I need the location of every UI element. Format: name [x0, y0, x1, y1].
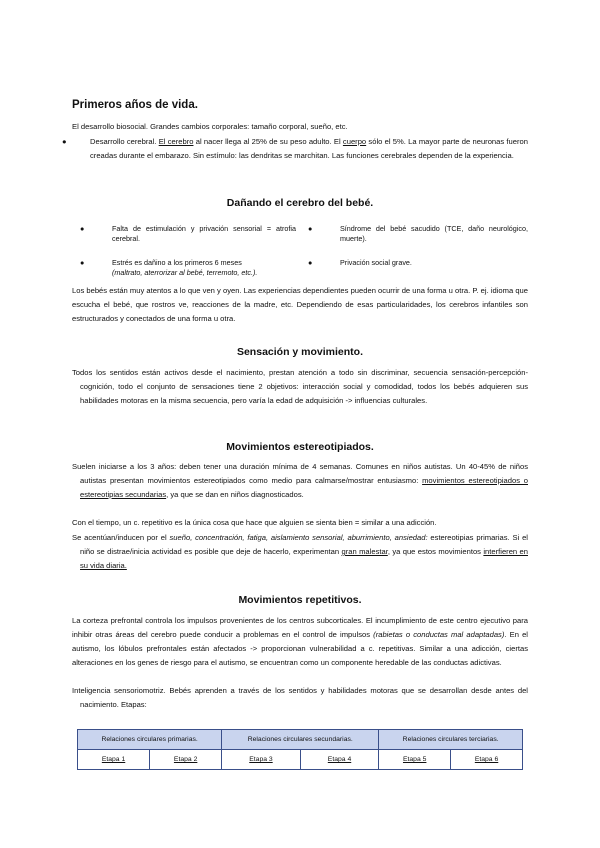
- stages-header-row: [78, 730, 523, 750]
- etapa-4: Etapa 4: [300, 750, 379, 770]
- stereotyped-paragraph-2: Con el tiempo, un c. repetitivo es la única cosa que hace que alguien se sienta bien = similar a una adicción.: [72, 518, 437, 527]
- stereotyped-paragraph-1: Suelen iniciarse a los 3 años: deben tener una duración mínima de 4 semanas. Comunes en niños autistas. Un 40-45% de niños autistas presentan movimientos estereotipiados como medio para calmarse/mostrar entusiasmo: movimientos estereotipiados o estereotipias secundarias, ya que se dan en niños diagnosticados.: [72, 462, 528, 499]
- etapa-3: Etapa 3: [222, 750, 301, 770]
- header-primary: Relaciones circulares primarias.: [78, 730, 222, 750]
- bullet-icon: ●: [80, 224, 85, 233]
- damage-item-right-2: ● Privación social grave.: [308, 258, 412, 267]
- etapa-1: Etapa 1: [78, 750, 150, 770]
- damage-item-right-1: ● Síndrome del bebé sacudido (TCE, daño neurológico, muerte).: [308, 224, 528, 243]
- damage-item-left-1: ● Falta de estimulación y privación sensorial = atrofia cerebral.: [80, 224, 296, 243]
- section-title-repetitivos: Movimientos repetitivos.: [238, 594, 362, 606]
- brain-development-bullet: ● Desarrollo cerebral. El cerebro al nacer llega al 25% de su peso adulto. El cuerpo sólo el 5%. La mayor parte de neuronas fueron creadas durante el embarazo. Sin estímulo: las dendritas se marchitan. Las funciones cerebrales dependen de la experiencia.: [62, 137, 528, 160]
- bullet-icon: ●: [80, 258, 85, 267]
- etapa-6: Etapa 6: [451, 750, 523, 770]
- etapa-2: Etapa 2: [150, 750, 222, 770]
- bullet-icon: ●: [62, 137, 67, 146]
- damage-item-left-2: ● Estrés es dañino a los primeros 6 meses (maltrato, aterrorizar al bebé, terremoto, etc.).: [80, 258, 258, 277]
- section-title-primeros-anos: Primeros años de vida.: [72, 99, 198, 111]
- section-title-sensacion: Sensación y movimiento.: [236, 346, 364, 358]
- section-title-estereotipiados: Movimientos estereotipiados.: [226, 441, 374, 453]
- stages-etapas-row: [78, 750, 523, 770]
- intro-paragraph: El desarrollo biosocial. Grandes cambios corporales: tamaño corporal, sueño, etc.: [72, 122, 348, 131]
- experiences-paragraph: Los bebés están muy atentos a lo que ven y oyen. Las experiencias dependientes pueden ocurrir de una forma u otra. P. ej. idioma que escucha el bebé, que rostros ve, reacciones de la madre, etc. Dependiendo de esas particularidades, los cerebros infantiles son estructurados y conectados de una forma u otra.: [72, 286, 528, 323]
- header-secondary: Relaciones circulares secundarias.: [222, 730, 379, 750]
- repetitive-paragraph-1: La corteza prefrontal controla los impulsos provenientes de los centros subcorticales. El incumplimiento de este centro ejecutivo para inhibir otras áreas del cerebro puede conducir a problemas en el control de impulsos (rabietas o conductas mal adaptadas). En el autismo, los lóbulos prefrontales están afectados -> proporcionan vulnerabilidad a c. repetitivas. Similar a una adicción, ciertas alteraciones en los genes de riesgo para el autismo, se encuentran como un componente heredable de las conductas adictivas.: [72, 616, 528, 667]
- stereotyped-paragraph-3: Se acentúan/inducen por el sueño, concentración, fatiga, aislamiento sensorial, aburrimiento, ansiedad: estereotipias primarias. Si el niño se distrae/inicia actividad es posible que deje de hacerlo, experimentan gran malestar, ya que estos movimientos interfieren en su vida diaria.: [72, 533, 528, 570]
- sensation-paragraph: Todos los sentidos están activos desde el nacimiento, prestan atención a todo sin discriminar, secuencia sensación-percepción-cognición, todo el conjunto de sensaciones tiene 2 objetivos: interacción social y comodidad, todos los bebés adquieren sus habilidades motoras en la misma secuencia, pero varía la edad de adquisición -> influencias culturales.: [72, 368, 528, 405]
- repetitive-paragraph-2: Inteligencia sensoriomotriz. Bebés aprenden a través de los sentidos y habilidades motoras que se desarrollan desde antes del nacimiento. Etapas:: [72, 686, 528, 709]
- stages-table: [77, 729, 523, 770]
- section-title-danando: Dañando el cerebro del bebé.: [226, 197, 374, 209]
- header-tertiary: Relaciones circulares terciarias.: [379, 730, 523, 750]
- etapa-5: Etapa 5: [379, 750, 451, 770]
- bullet-icon: ●: [308, 224, 313, 233]
- bullet-icon: ●: [308, 258, 313, 267]
